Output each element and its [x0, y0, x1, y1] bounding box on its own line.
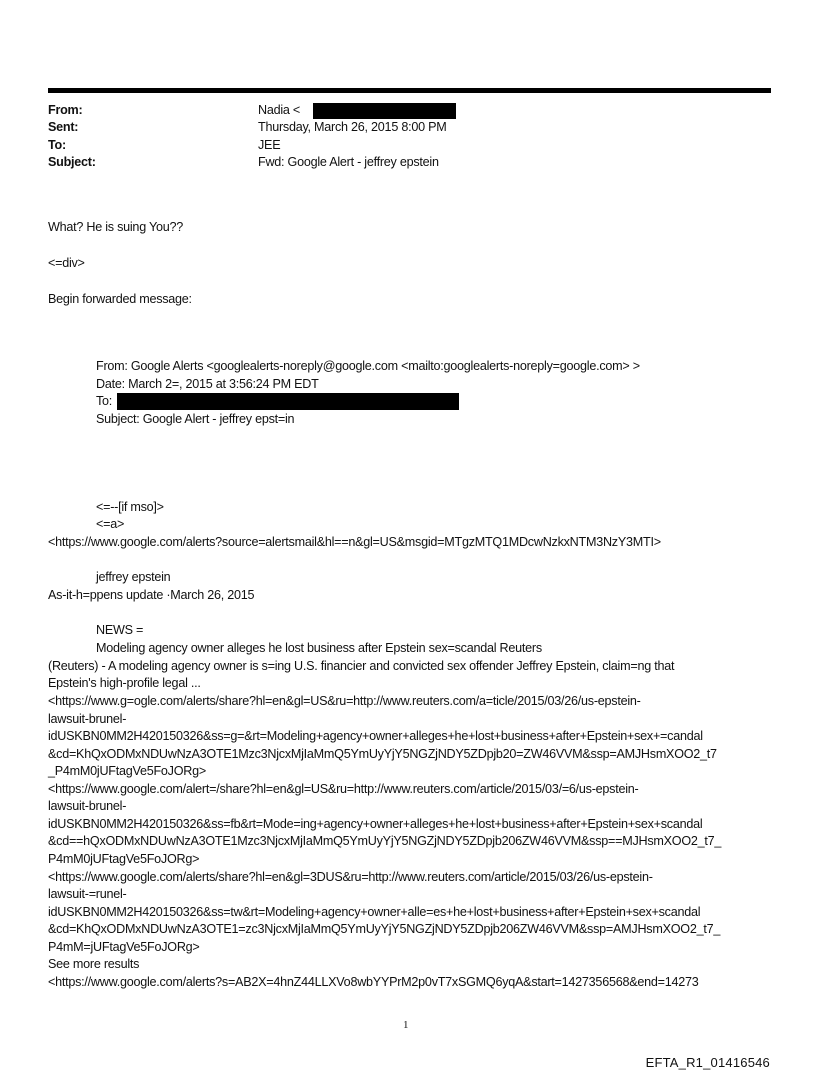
redaction-box — [117, 393, 459, 410]
share-link-line[interactable]: <https://www.g=ogle.com/alerts/share?hl=en&gl=US&ru=http://www.reuters.com/a=ticle/2015/03/26/us-epstein- — [48, 694, 641, 708]
share-link-line[interactable]: idUSKBN0MM2H420150326&ss=g=&rt=Modeling+agency+owner+alleges+he+lost+business+after+Epstein+sex+=candal — [48, 729, 703, 744]
news-snippet: (Reuters) - A modeling agency owner is s=ing U.S. financier and convicted sex offender Jeffrey Epstein, claim=ng that — [48, 659, 675, 673]
share-link-line[interactable]: &cd=KhQxODMxNDUwNzA3OTE1=zc3NjcxMjIaMmQ5YmUyYjY5NGZjNDY5ZDpjb206ZW46VVM&ssp=AMJHsmXOO2_t7_ — [48, 922, 721, 937]
news-headline: Modeling agency owner alleges he lost business after Epstein sex=scandal Reuters — [96, 641, 542, 655]
from-value: Nadia < — [258, 103, 301, 117]
body-line: <=a> — [96, 517, 125, 531]
alert-link[interactable]: <https://www.google.com/alerts?source=alertsmail&hl==n&gl=US&msgid=MTgzMTQ1MDcwNzkxNTM3NzY3MTI> — [48, 535, 661, 549]
see-more-results[interactable]: See more results — [48, 957, 140, 972]
redaction-box — [313, 103, 456, 119]
share-link-line[interactable]: P4mM0jUFtagVe5FoJORg> — [48, 851, 200, 866]
share-link-line[interactable]: idUSKBN0MM2H420150326&ss=fb&rt=Mode=ing+agency+owner+alleges+he+lost+business+after+Epstein+sex+scandal — [48, 816, 703, 831]
subject-value: Fwd: Google Alert - jeffrey epstein — [258, 155, 439, 169]
share-link-line[interactable]: &cd=KhQxODMxNDUwNzA3OTE1Mzc3NjcxMjIaMmQ5YmUyYjY5NGZjNDY5ZDpjb20=ZW46VVM&ssp=AMJHsmXOO2_t7 — [48, 746, 717, 761]
body-line: Begin forwarded message: — [48, 292, 192, 306]
news-snippet: Epstein's high-profile legal ... — [48, 676, 201, 690]
news-label: NEWS = — [96, 623, 144, 637]
sent-label: Sent: — [48, 120, 79, 134]
body-line: <=div> — [48, 256, 85, 270]
to-label: To: — [48, 138, 66, 152]
share-link-line[interactable]: &cd==hQxODMxNDUwNzA3OTE1Mzc3NjcxMjIaMmQ5YmUyYjY5NGZjNDY5ZDpjb206ZW46VVM&ssp==MJHsmXOO2_t7_ — [48, 834, 722, 849]
subject-label: Subject: — [48, 155, 96, 169]
alert-update: As-it-h=ppens update ·March 26, 2015 — [48, 588, 255, 602]
fwd-from: From: Google Alerts <googlealerts-noreply@google.com <mailto:googlealerts-noreply=google.com> > — [96, 359, 640, 373]
fwd-date: Date: March 2=, 2015 at 3:56:24 PM EDT — [96, 377, 319, 391]
header-rule — [48, 88, 771, 93]
alert-topic: jeffrey epstein — [96, 570, 171, 584]
share-link-line[interactable]: _P4mM0jUFtagVe5FoJORg> — [48, 764, 206, 779]
fwd-subject: Subject: Google Alert - jeffrey epst=in — [96, 412, 295, 426]
sent-value: Thursday, March 26, 2015 8:00 PM — [258, 120, 447, 134]
share-link-line[interactable]: <https://www.google.com/alerts?s=AB2X=4hnZ44LLXVo8wbYYPrM2p0vT7xSGMQ6yqA&start=1427356568&end=14273 — [48, 974, 699, 989]
share-link-line[interactable]: <https://www.google.com/alert=/share?hl=en&gl=US&ru=http://www.reuters.com/article/2015/03/=6/us-epstein- — [48, 781, 639, 796]
bates-number: EFTA_R1_01416546 — [645, 1055, 770, 1070]
share-link-line[interactable]: lawsuit-brunel- — [48, 711, 127, 726]
body-line: <=--[if mso]> — [96, 500, 164, 514]
to-value: JEE — [258, 138, 281, 152]
from-label: From: — [48, 103, 83, 117]
share-link-line[interactable]: lawsuit-=runel- — [48, 887, 127, 902]
share-link-line[interactable]: P4mM=jUFtagVe5FoJORg> — [48, 939, 200, 954]
fwd-to: To: — [96, 394, 113, 408]
share-link-line[interactable]: idUSKBN0MM2H420150326&ss=tw&rt=Modeling+agency+owner+alle=es+he+lost+business+after+Epstein+sex+scandal — [48, 904, 701, 919]
share-link-line[interactable]: lawsuit-brunel- — [48, 799, 127, 814]
page-number: 1 — [403, 1019, 409, 1031]
share-link-line[interactable]: <https://www.google.com/alerts/share?hl=en&gl=3DUS&ru=http://www.reuters.com/article/2015/03/26/us-epstein- — [48, 869, 653, 884]
body-line: What? He is suing You?? — [48, 220, 183, 234]
